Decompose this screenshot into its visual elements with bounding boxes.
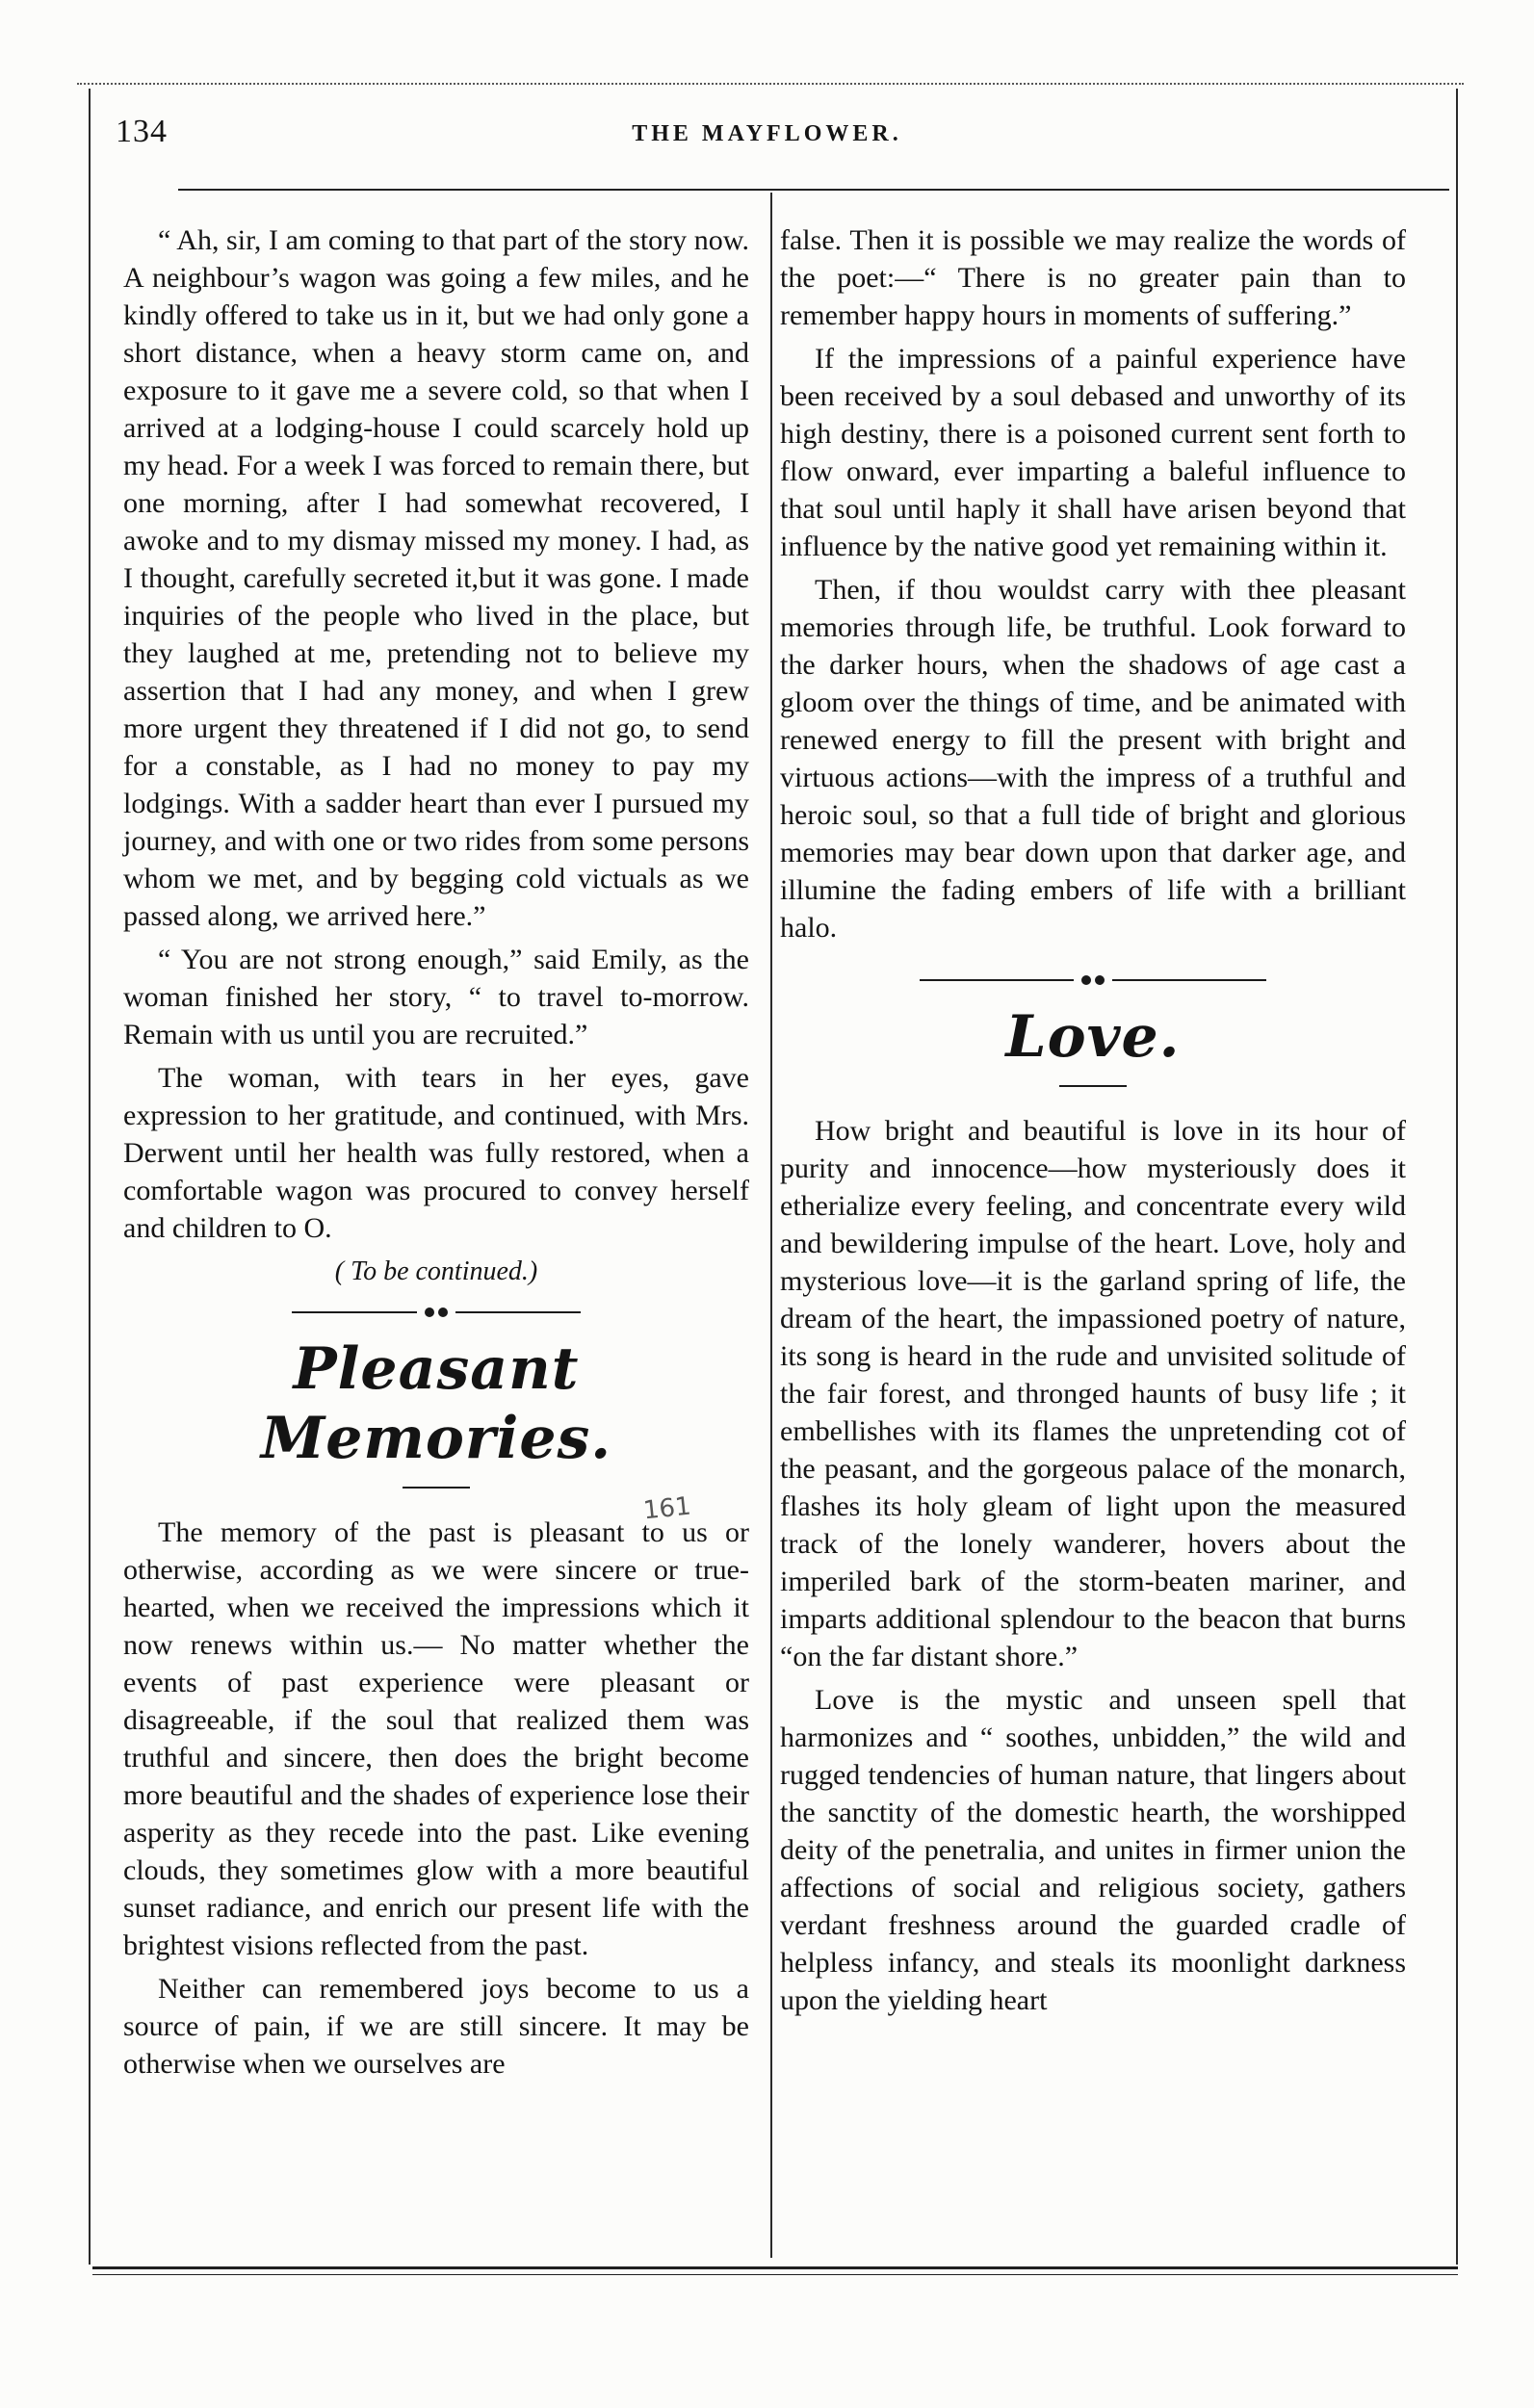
story-paragraph: “ Ah, sir, I am coming to that part of the story now. A neighbour’s wagon was going a few miles, and he kindly offered to take us in it, but we had only gone a short distance, when a heavy storm came on, and exposure to it gave me a severe cold, so that when I arrived at a lodging-house I could scarcely hold up my head. For a week I was forced to remain there, but one morning, after I had somewhat recovered, I awoke and to my dismay missed my money. I had, as I thought, carefully secreted it,but it was gone. I made inquiries of the people who lived in the place, but they laughed at me, pretending not to believe my assertion that I had any money, and when I grew more urgent they threatened if I did not go, to send for a constable, as I had no money to pay my lodgings. With a sadder heart than ever I pursued my journey, and with one or two rides from some persons whom we met, and by begging cold victuals as we passed along, we arrived here.” — [123, 224, 749, 932]
column-divider — [770, 193, 772, 2258]
essay-paragraph: Love is the mystic and unseen spell that harmonizes and “ soothes, unbidden,” the wild and rugged tendencies of human nature, that lingers about the sanctity of the domestic hearth, the worshipped deity of the penetralia, and unites in firmer union the affections of social and religious society, gathers verdant freshness around the guarded cradle of helpless infancy, and steals its moonlight darkness upon the yielding heart — [780, 1684, 1406, 2016]
title-underline — [403, 1487, 470, 1489]
essay-paragraph: Then, if thou wouldst carry with thee pleasant memories through life, be truthful. Look forward to the darker hours, when the shadows of age cast a gloom over the things of time, and be animated with renewed energy to fill the present with bright and virtuous actions—with the impress of a truthful and heroic soul, so that a full tide of bright and glorious memories may bear down upon that darker age, and illumine the fading embers of life with a brilliant halo. — [780, 574, 1406, 944]
section-title-pleasant-memories: Pleasant Memories. — [260, 1335, 612, 1472]
story-paragraph: The woman, with tears in her eyes, gave expression to her gratitude, and continued, with Mrs. Derwent until her health was fully restored, when a comfortable wagon was procured to convey herself and children to O. — [123, 1062, 749, 1244]
handwritten-annotation: 161 — [641, 1491, 693, 1526]
essay-paragraph: false. Then it is possible we may realize the words of the poet:—“ There is no greater pain than to remember happy hours in moments of suffering.” — [780, 224, 1406, 331]
essay-paragraph: Neither can remembered joys become to us a source of pain, if we are still sincere. It may be otherwise when we ourselves are — [123, 1973, 749, 2080]
running-title: THE MAYFLOWER. — [632, 121, 902, 146]
title-underline — [1059, 1085, 1127, 1087]
essay-paragraph: How bright and beautiful is love in its hour of purity and innocence—how mysteriously does it etherialize every feeling, and concentrate every wild and bewildering impulse of the heart. Love, holy and mysterious love—it is the garland spring of life, the dream of the heart, the impassioned poetry of nature, its song is heard in the rude and unvisited solitude of the fair forest, and thronged haunts of busy life ; it embellishes with its flames the unpretending cot of the peasant, and the gorgeous palace of the monarch, flashes its holy gleam of light upon the measured track of the lonely wanderer, hovers about the imperiled bark of the storm-beaten mariner, and imparts additional splendour to the beacon that burns “on the far distant shore.” — [780, 1115, 1406, 1672]
left-border-rule — [89, 89, 91, 2265]
top-dotted-rule — [77, 83, 1464, 85]
bottom-rule — [92, 2266, 1458, 2269]
section-title-love: Love. — [1005, 1003, 1181, 1071]
right-border-rule — [1456, 89, 1458, 2265]
essay-paragraph: The memory of the past is pleasant to us or otherwise, according as we were sincere or true-hearted, when we received the impressions which it now renews within us.— No matter whether the events of past experience were pleasant or disagreeable, if the soul that realized them was truthful and sincere, then does the bright become more beautiful and the shades of experience lose their asperity as they recede into the past. Like evening clouds, they sometimes glow with a more beautiful sunset radiance, and enrich our present life with the brightest visions reflected from the past. — [123, 1516, 749, 1961]
section-ornament — [292, 1308, 581, 1317]
header-rule — [178, 189, 1449, 191]
page-number: 134 — [116, 114, 168, 149]
essay-paragraph: If the impressions of a painful experience have been received by a soul debased and unworthy of its high destiny, there is a poisoned current sent forth to flow onward, ever imparting a baleful influence to that soul until haply it shall have arisen beyond that influence by the native good yet remaining within it. — [780, 343, 1406, 562]
bottom-rule-thin — [92, 2274, 1458, 2275]
section-ornament — [920, 975, 1266, 985]
story-paragraph: “ You are not strong enough,” said Emily, as the woman finished her story, “ to travel to-morrow. Remain with us until you are recruited.” — [123, 944, 749, 1050]
left-column — [123, 221, 749, 2088]
to-be-continued: ( To be continued.) — [334, 1256, 538, 1286]
right-column — [780, 221, 1406, 2025]
